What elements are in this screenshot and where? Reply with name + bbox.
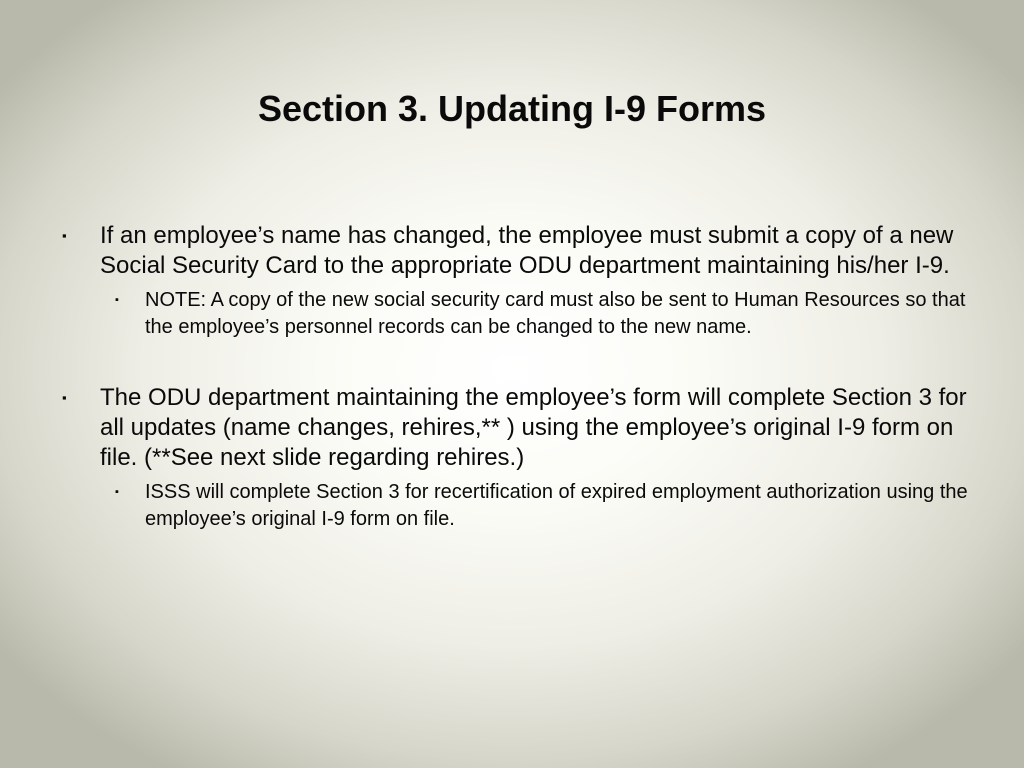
bullet-item-name-change: [58, 221, 978, 281]
sub-bullet-text: ISSS will complete Section 3 for recertification of expired employment authorization using the employee’s original I-9 form on file.: [145, 481, 968, 530]
square-bullet-icon: ▪: [115, 294, 119, 306]
sub-bullet-item-isss: [58, 479, 978, 533]
square-bullet-icon: ▪: [62, 228, 67, 243]
sub-bullet-item-note: [58, 287, 978, 341]
slide-content: [58, 221, 978, 533]
square-bullet-icon: ▪: [62, 390, 67, 405]
square-bullet-icon: ▪: [115, 486, 119, 498]
slide-title: Section 3. Updating I-9 Forms: [257, 88, 767, 129]
bullet-text: The ODU department maintaining the employee’s form will complete Section 3 for all updates (name changes, rehires,** ) using the employee’s original I-9 form on file. (**See next slide regarding rehires.): [100, 384, 967, 471]
bullet-text: If an employee’s name has changed, the employee must submit a copy of a new Social Security Card to the appropriate ODU department maintaining his/her I-9.: [100, 222, 954, 279]
sub-bullet-text: NOTE: A copy of the new social security card must also be sent to Human Resources so that the employee’s personnel records can be changed to the new name.: [145, 289, 966, 338]
bullet-item-section-3-updates: [58, 383, 978, 473]
spacer: [58, 341, 978, 383]
